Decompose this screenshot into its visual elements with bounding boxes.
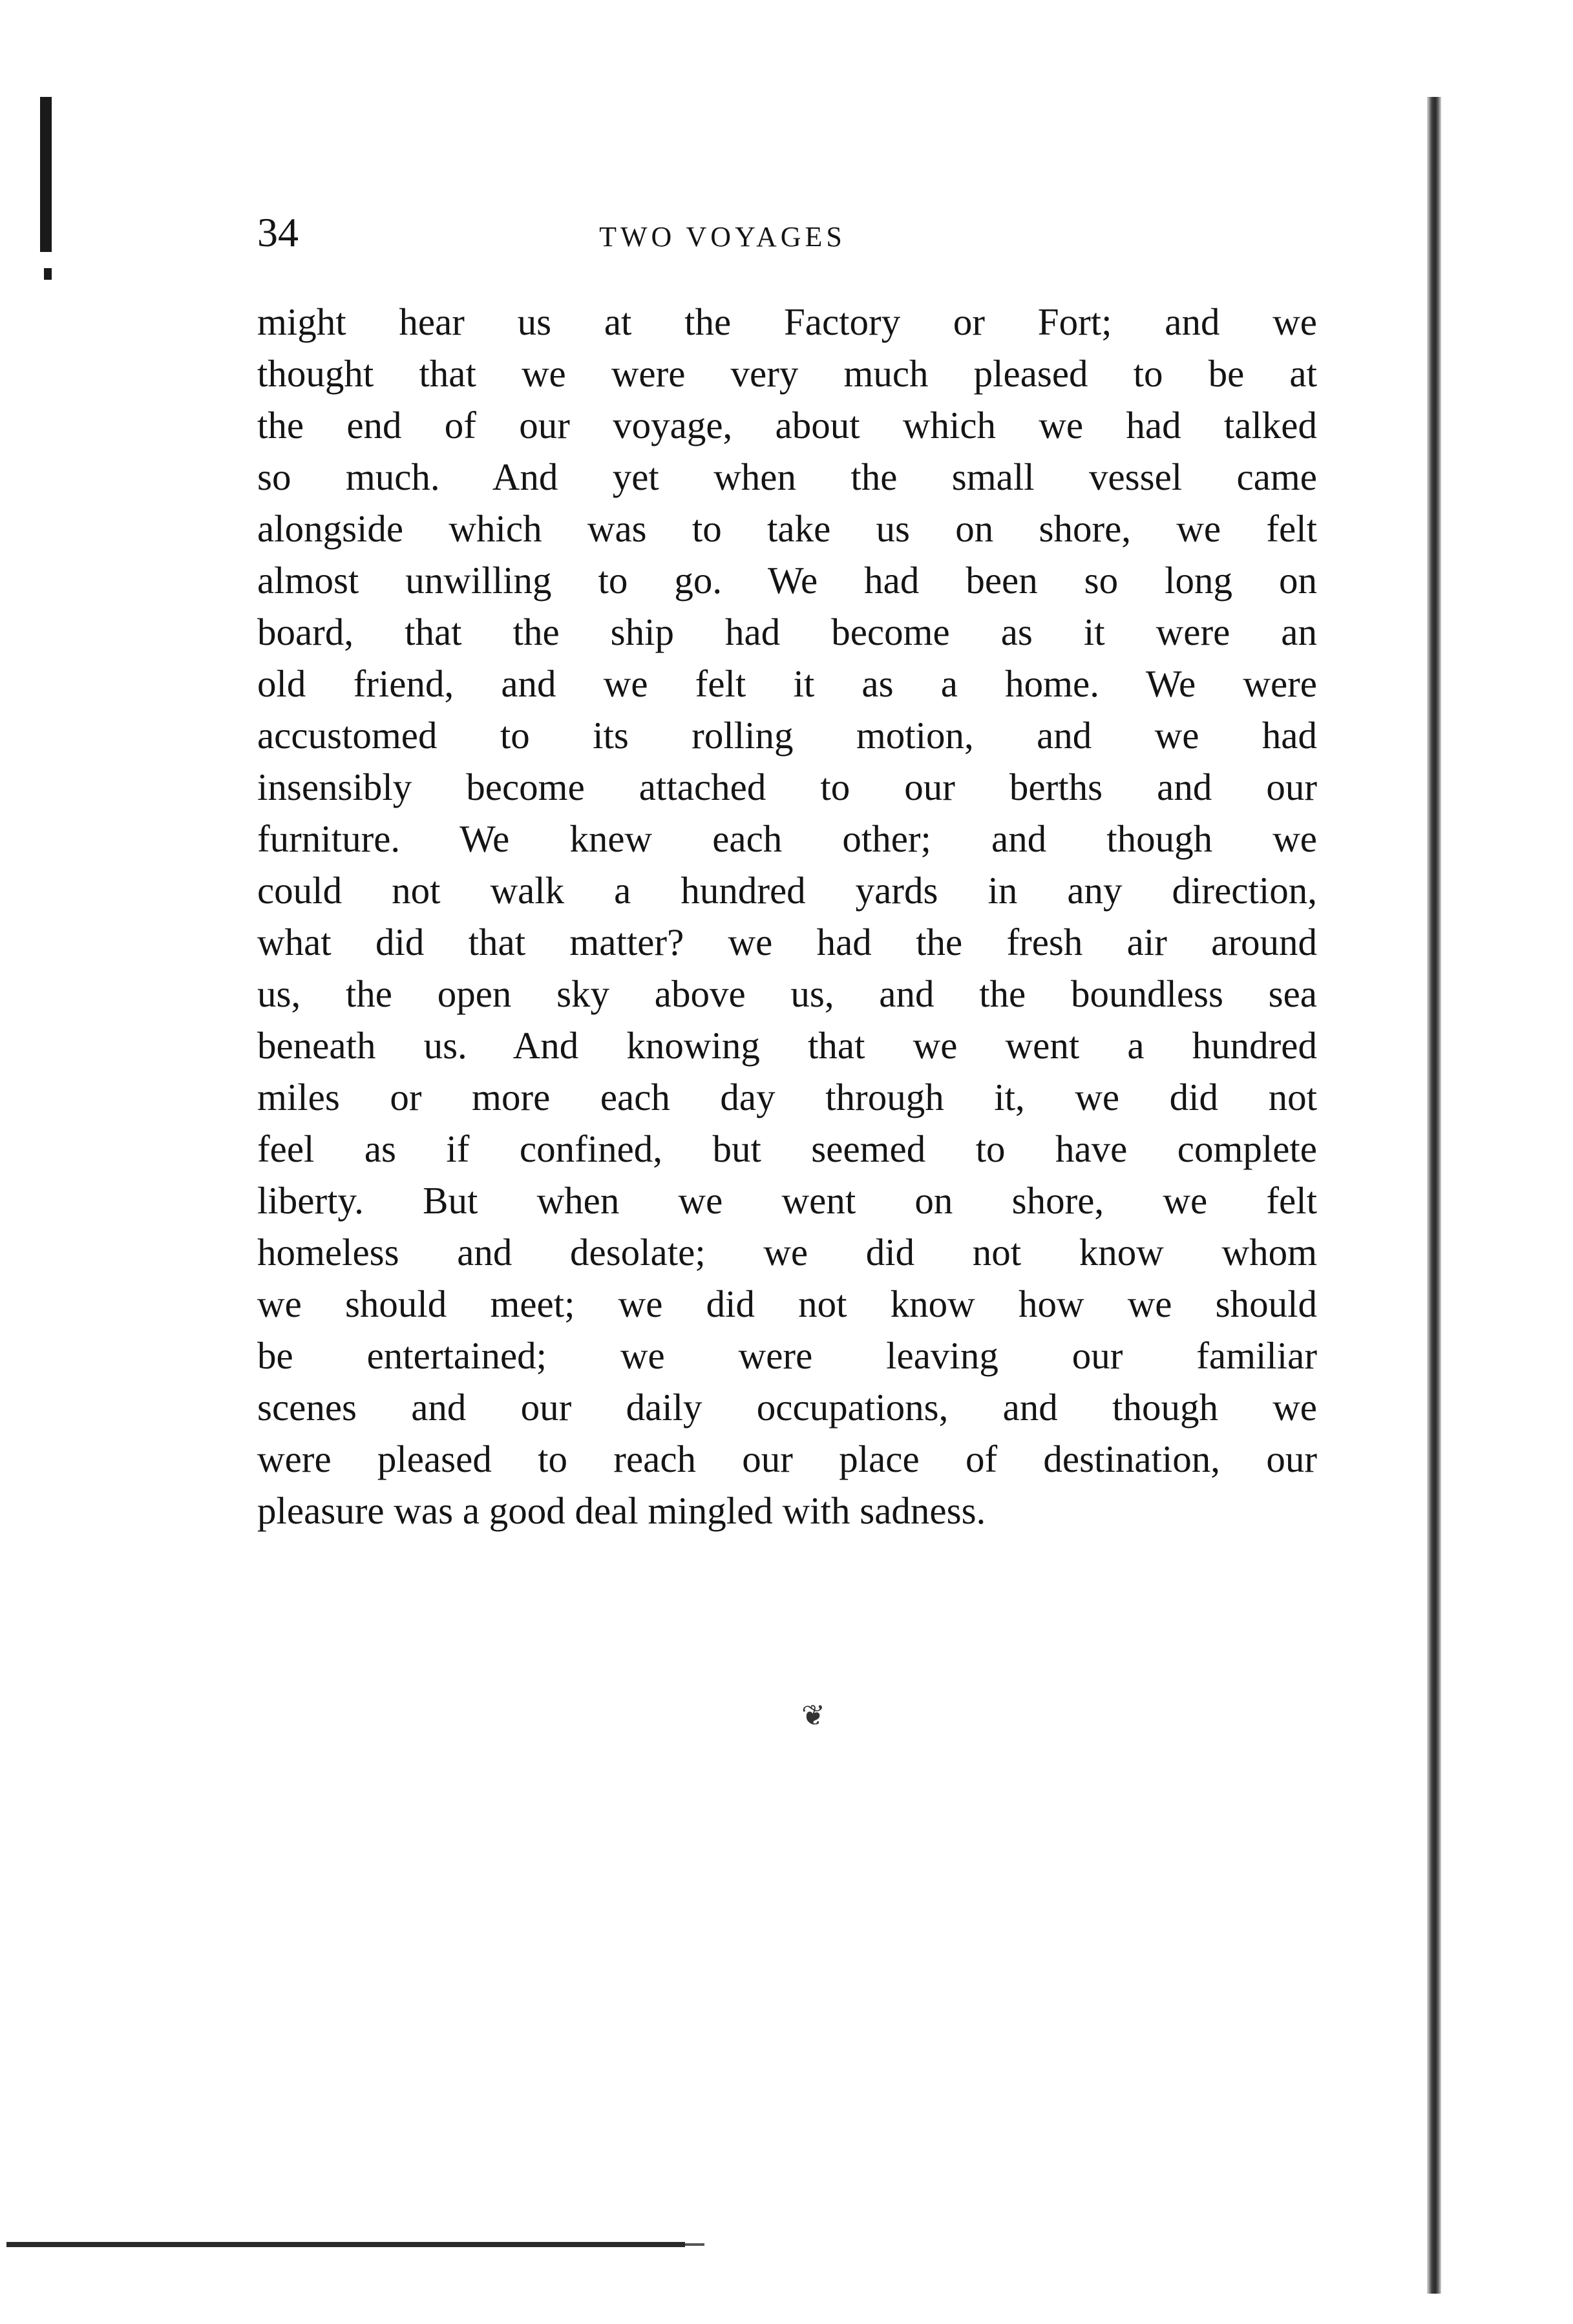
scan-edge-left-mark: [44, 268, 52, 280]
scan-edge-bottom-tail: [685, 2243, 704, 2246]
text-line: were pleased to reach our place of destination, our: [257, 1438, 1317, 1480]
text-line: thought that we were very much pleased to be at: [257, 352, 1317, 395]
text-line: almost unwilling to go. We had been so long on: [257, 559, 1317, 602]
scan-edge-left: [40, 97, 52, 252]
text-line: liberty. But when we went on shore, we felt: [257, 1179, 1317, 1222]
text-line: beneath us. And knowing that we went a hundred: [257, 1024, 1317, 1067]
text-line: insensibly become attached to our berths and our: [257, 766, 1317, 808]
text-line: what did that matter? we had the fresh air around: [257, 921, 1317, 963]
text-line: we should meet; we did not know how we should: [257, 1282, 1317, 1325]
scan-edge-right: [1427, 97, 1441, 2294]
text-line: homeless and desolate; we did not know whom: [257, 1231, 1317, 1273]
page-header: [257, 200, 1317, 265]
text-line: furniture. We knew each other; and though we: [257, 817, 1317, 860]
text-line: alongside which was to take us on shore, we felt: [257, 507, 1317, 550]
text-line: old friend, and we felt it as a home. We were: [257, 662, 1317, 705]
text-line: miles or more each day through it, we did not: [257, 1076, 1317, 1118]
text-line: scenes and our daily occupations, and though we: [257, 1386, 1317, 1429]
scan-edge-bottom: [6, 2242, 685, 2247]
text-line: could not walk a hundred yards in any direction,: [257, 869, 1317, 912]
printer-ornament-icon: ❦: [801, 1699, 825, 1732]
text-line: so much. And yet when the small vessel came: [257, 455, 1317, 498]
text-line: be entertained; we were leaving our familiar: [257, 1334, 1317, 1377]
page-number: 34: [257, 209, 299, 255]
text-line: board, that the ship had become as it were an: [257, 611, 1317, 653]
body-text: [257, 296, 1317, 1536]
text-line: the end of our voyage, about which we had talked: [257, 404, 1317, 446]
text-line: might hear us at the Factory or Fort; and we: [257, 300, 1317, 343]
text-line: us, the open sky above us, and the boundless sea: [257, 972, 1317, 1015]
text-line: accustomed to its rolling motion, and we had: [257, 714, 1317, 757]
text-line: feel as if confined, but seemed to have complete: [257, 1127, 1317, 1170]
text-line: pleasure was a good deal mingled with sadness.: [257, 1489, 986, 1532]
running-head: TWO VOYAGES: [599, 221, 846, 253]
